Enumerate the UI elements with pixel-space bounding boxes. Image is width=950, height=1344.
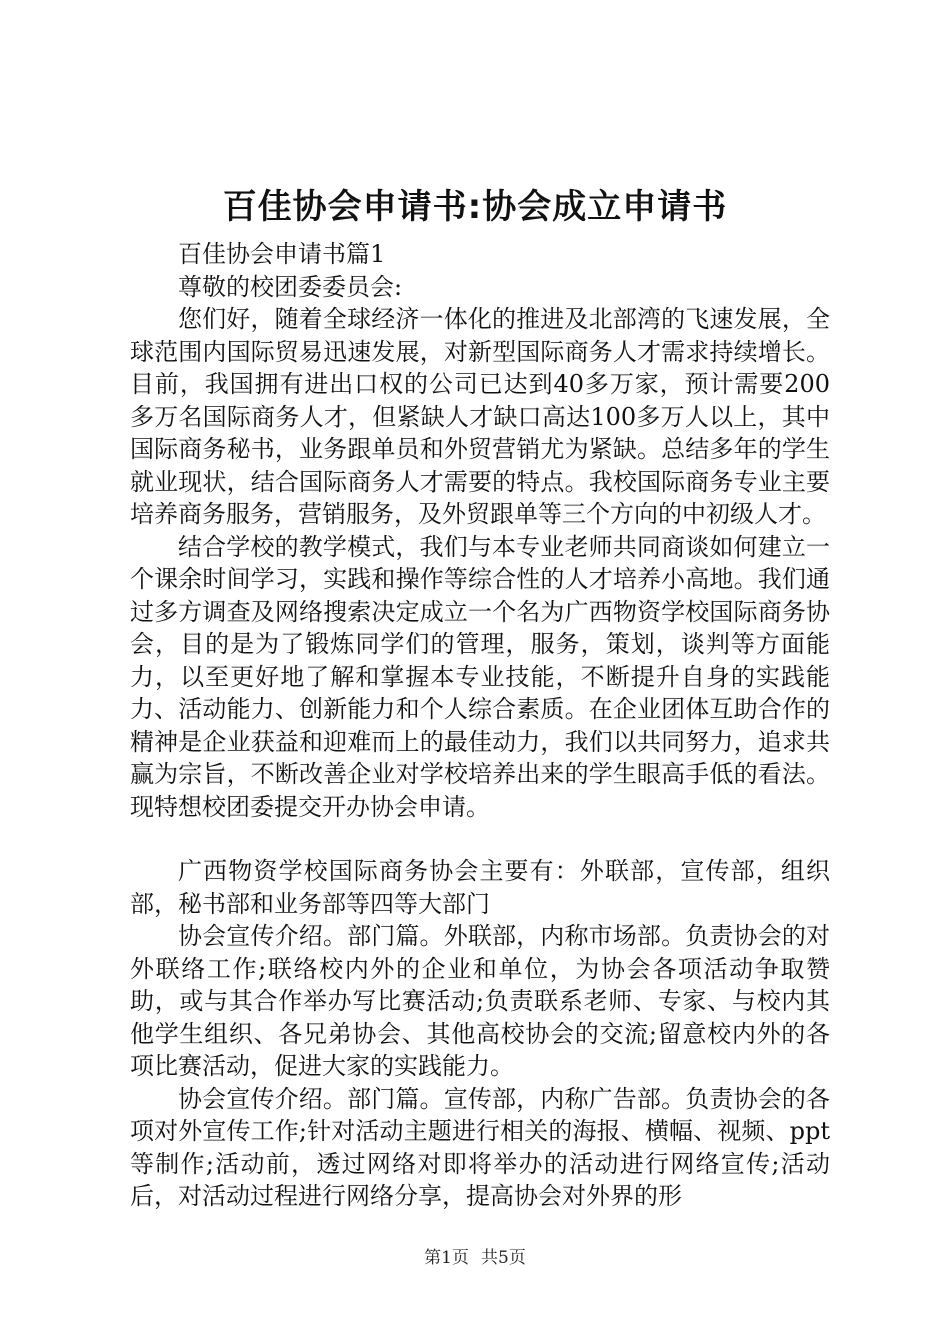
document-body <box>130 238 830 1213</box>
paragraph-departments: 广西物资学校国际商务协会主要有：外联部，宣传部，组织部，秘书部和业务部等四等大部门 <box>130 857 830 918</box>
paragraph-purpose: 结合学校的教学模式，我们与本专业老师共同商谈如何建立一个课余时间学习，实践和操作等综合性的人才培养小高地。我们通过多方调查及网络搜索决定成立一个名为广西物资学校国际商务协会，目的是为了锻炼同学们的管理，服务，策划，谈判等方面能力，以至更好地了解和掌握本专业技能，不断提升自身的实践能力、活动能力、创新能力和个人综合素质。在企业团体互助合作的精神是企业获益和迎难而上的最佳动力，我们以共同努力，追求共赢为宗旨，不断改善企业对学校培养出来的学生眼高手低的看法。现特想校团委提交开办协会申请。 <box>130 532 830 821</box>
paragraph-background: 您们好，随着全球经济一体化的推进及北部湾的飞速发展，全球范围内国际贸易迅速发展，对新型国际商务人才需求持续增长。目前，我国拥有进出口权的公司已达到40多万家，预计需要200多万名国际商务人才，但紧缺人才缺口高达100多万人以上，其中国际商务秘书，业务跟单员和外贸营销尤为紧缺。总结多年的学生就业现状，结合国际商务人才需要的特点。我校国际商务专业主要培养商务服务，营销服务，及外贸跟单等三个方向的中初级人才。 <box>130 305 830 528</box>
page-footer <box>0 1246 950 1270</box>
paragraph-liaison-dept: 协会宣传介绍。部门篇。外联部，内称市场部。负责协会的对外联络工作;联络校内外的企业和单位，为协会各项活动争取赞助，或与其合作举办写比赛活动;负责联系老师、专家、与校内其他学生组织、各兄弟协会、其他高校协会的交流;留意校内外的各项比赛活动，促进大家的实践能力。 <box>130 922 830 1080</box>
paragraph-publicity-dept: 协会宣传介绍。部门篇。宣传部，内称广告部。负责协会的各项对外宣传工作;针对活动主题进行相关的海报、横幅、视频、ppt等制作;活动前，透过网络对即将举办的活动进行网络宣传;活动后，对活动过程进行网络分享，提高协会对外界的形 <box>130 1084 830 1210</box>
section-heading: 百佳协会申请书篇1 <box>178 240 386 268</box>
salutation: 尊敬的校团委委员会: <box>178 272 403 301</box>
page-number: 第1页 <box>424 1248 469 1268</box>
page-total: 共5页 <box>481 1248 526 1268</box>
document-title: 百佳协会申请书:协会成立申请书 <box>222 187 728 227</box>
